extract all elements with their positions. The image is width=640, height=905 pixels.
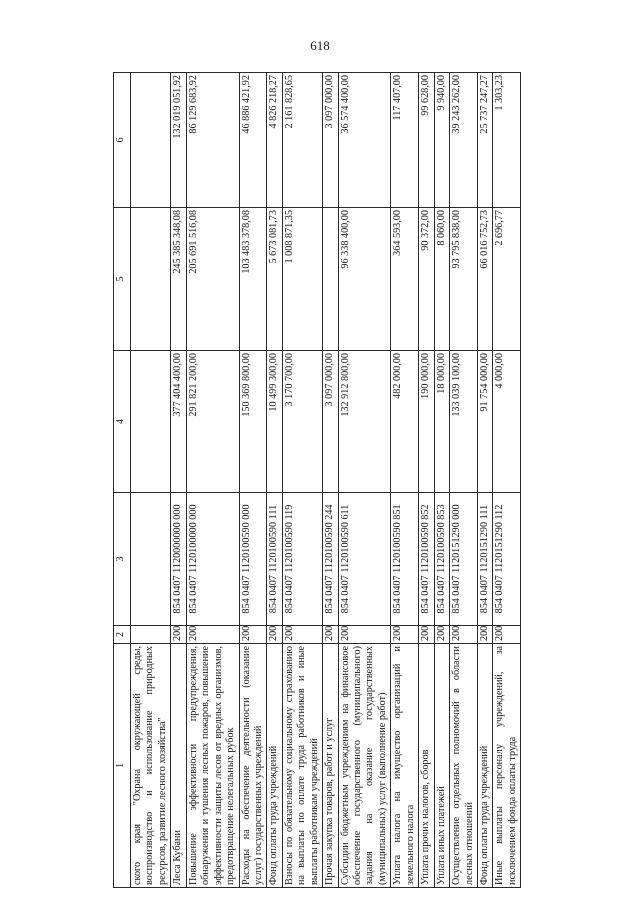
row-kbk: 854 0407 1120151290 112 (493, 493, 521, 626)
row-kbk: 854 0407 1120100590 611 (338, 493, 391, 626)
table-row (267, 73, 282, 888)
row-name: Иные выплаты персоналу учреждений, за исключением фонда оплаты труда (493, 644, 521, 888)
row-approved (131, 351, 171, 493)
row-approved: 3 170 700,00 (282, 351, 322, 493)
table-row (419, 73, 434, 888)
row-executed: 66 016 752,73 (477, 208, 492, 351)
row-name: Повышение эффективности предупреждения, обнаружения и тушения лесных пожаров, повышение эффективности защиты лесов от вредных организмов, предотвращение нелегальных рубок (186, 644, 239, 888)
header-col-2: 2 (114, 626, 131, 644)
row-approved: 18 000,00 (434, 351, 449, 493)
row-approved: 190 000,00 (419, 351, 434, 493)
table-row (171, 73, 186, 888)
row-name: Взносы по обязательному социальному страхованию на выплаты по оплате труда работников и иные выплаты работникам учреждений (282, 644, 322, 888)
row-code: 200 (171, 626, 186, 644)
row-executed (323, 208, 338, 351)
row-code: 200 (450, 626, 478, 644)
budget-table (113, 72, 521, 888)
row-unexecuted: 3 097 000,00 (323, 73, 338, 208)
row-name: Расходы на обеспечение деятельности (оказание услуг) государственных учреждений (239, 644, 267, 888)
row-executed: 90 372,00 (419, 208, 434, 351)
row-name: Прочая закупка товаров, работ и услуг (323, 644, 338, 888)
row-unexecuted: 1 303,23 (493, 73, 521, 208)
row-executed: 205 691 516,08 (186, 208, 239, 351)
row-executed: 1 008 871,35 (282, 208, 322, 351)
row-executed: 245 385 348,08 (171, 208, 186, 351)
header-col-3: 3 (114, 493, 131, 626)
row-kbk: 854 0407 1120100590 244 (323, 493, 338, 626)
row-unexecuted: 4 826 218,27 (267, 73, 282, 208)
row-code (131, 626, 171, 644)
row-code: 200 (186, 626, 239, 644)
row-name: Уплата иных платежей (434, 644, 449, 888)
header-col-4: 4 (114, 351, 131, 493)
row-code: 200 (323, 626, 338, 644)
row-unexecuted: 39 243 262,00 (450, 73, 478, 208)
header-col-6: 6 (114, 73, 131, 208)
row-executed: 96 338 400,00 (338, 208, 391, 351)
table-row (493, 73, 521, 888)
table-row (323, 73, 338, 888)
table-row (282, 73, 322, 888)
row-code: 200 (493, 626, 521, 644)
row-name: Уплата налога на имущество организаций и земельного налога (391, 644, 419, 888)
row-unexecuted: 25 737 247,27 (477, 73, 492, 208)
table-row (434, 73, 449, 888)
row-unexecuted: 2 161 828,65 (282, 73, 322, 208)
row-unexecuted: 86 129 683,92 (186, 73, 239, 208)
row-approved: 10 499 300,00 (267, 351, 282, 493)
row-approved: 132 912 800,00 (338, 351, 391, 493)
row-approved: 133 039 100,00 (450, 351, 478, 493)
row-kbk: 854 0407 1120100590 111 (267, 493, 282, 626)
table-row (131, 73, 171, 888)
row-approved: 377 404 400,00 (171, 351, 186, 493)
row-unexecuted: 46 886 421,92 (239, 73, 267, 208)
row-kbk: 854 0407 1120151290 000 (450, 493, 478, 626)
row-approved: 291 821 200,00 (186, 351, 239, 493)
row-code: 200 (419, 626, 434, 644)
table-row (239, 73, 267, 888)
row-executed: 2 696,77 (493, 208, 521, 351)
row-executed: 93 795 838,00 (450, 208, 478, 351)
row-unexecuted: 132 019 051,92 (171, 73, 186, 208)
row-unexecuted: 36 574 400,00 (338, 73, 391, 208)
row-kbk: 854 0407 1120100590 119 (282, 493, 322, 626)
row-kbk: 854 0407 1120000000 000 (171, 493, 186, 626)
row-kbk: 854 0407 1120100590 000 (239, 493, 267, 626)
table-row (391, 73, 419, 888)
row-approved: 482 000,00 (391, 351, 419, 493)
row-name: ского края "Охрана окружающей среды, воспроизводство и использование природных ресурсов, развитие лесного хозяйства" (131, 644, 171, 888)
row-executed (131, 208, 171, 351)
table-row (450, 73, 478, 888)
row-name: Леса Кубани (171, 644, 186, 888)
row-code: 200 (267, 626, 282, 644)
row-approved: 91 754 000,00 (477, 351, 492, 493)
row-unexecuted (131, 73, 171, 208)
row-executed: 5 673 081,73 (267, 208, 282, 351)
row-code: 200 (477, 626, 492, 644)
row-code: 200 (338, 626, 391, 644)
header-row (114, 73, 131, 888)
row-kbk: 854 0407 1120151290 111 (477, 493, 492, 626)
row-kbk: 854 0407 1120100590 851 (391, 493, 419, 626)
row-approved: 150 369 800,00 (239, 351, 267, 493)
row-executed: 364 593,00 (391, 208, 419, 351)
header-col-1: 1 (114, 644, 131, 888)
row-code: 200 (391, 626, 419, 644)
header-col-5: 5 (114, 208, 131, 351)
row-code: 200 (282, 626, 322, 644)
row-kbk (131, 493, 171, 626)
row-executed: 103 483 378,08 (239, 208, 267, 351)
row-unexecuted: 99 628,00 (419, 73, 434, 208)
row-kbk: 854 0407 1120100590 853 (434, 493, 449, 626)
table-row (338, 73, 391, 888)
rotated-table-container (113, 73, 621, 888)
row-approved: 3 097 000,00 (323, 351, 338, 493)
row-code: 200 (434, 626, 449, 644)
row-unexecuted: 117 407,00 (391, 73, 419, 208)
row-name: Фонд оплаты труда учреждений (477, 644, 492, 888)
page-number: 618 (310, 38, 330, 53)
row-name: Фонд оплаты труда учреждений (267, 644, 282, 888)
row-name: Осуществление отдельных полномочий в области лесных отношений (450, 644, 478, 888)
row-name: Уплата прочих налогов, сборов (419, 644, 434, 888)
row-name: Субсидии бюджетным учреждениям на финансовое обеспечение государственного (муниципального) задания на оказание государственных (муниципальных) услуг (выполнение работ) (338, 644, 391, 888)
table-row (186, 73, 239, 888)
row-kbk: 854 0407 1120100000 000 (186, 493, 239, 626)
table-row (477, 73, 492, 888)
row-unexecuted: 9 940,00 (434, 73, 449, 208)
row-executed: 8 060,00 (434, 208, 449, 351)
row-code: 200 (239, 626, 267, 644)
row-kbk: 854 0407 1120100590 852 (419, 493, 434, 626)
row-approved: 4 000,00 (493, 351, 521, 493)
